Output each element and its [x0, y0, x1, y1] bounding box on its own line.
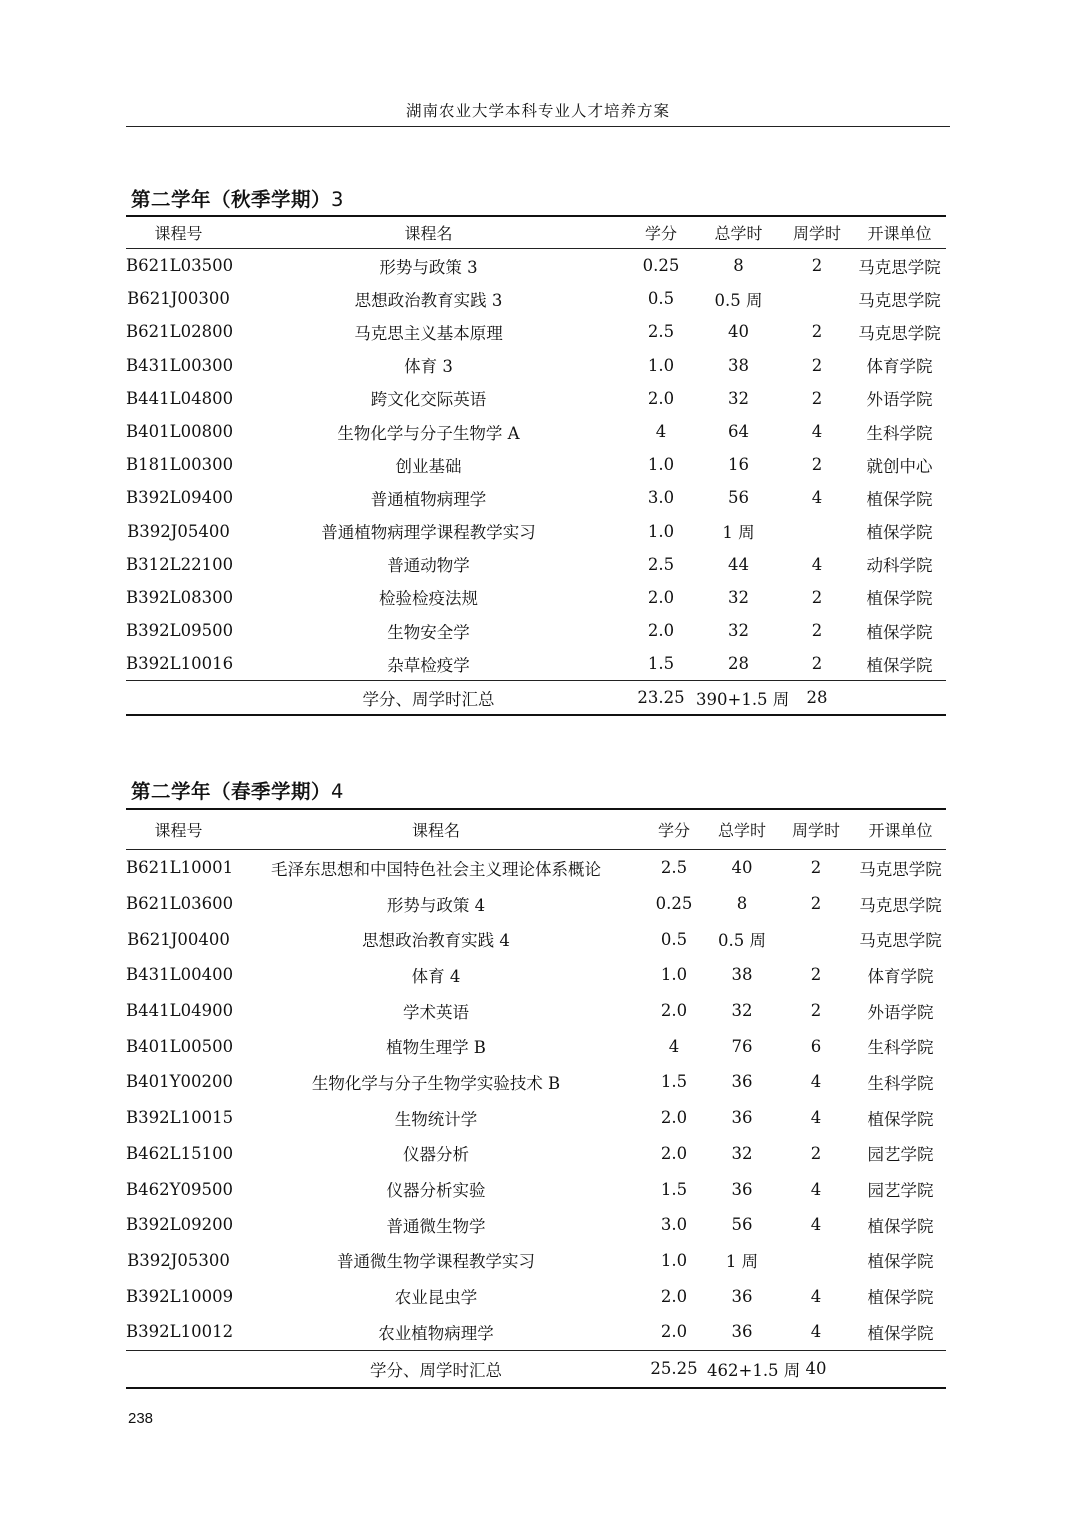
weekly-hours-cell: 4: [810, 1072, 822, 1092]
total-hours-cell: 0.5 周: [718, 931, 766, 951]
col-header-code: 课程号: [126, 809, 231, 850]
weekly-hours-cell: 2: [810, 858, 822, 878]
credits-cell: 2.0: [647, 587, 675, 607]
table-row: [126, 921, 946, 957]
course-code-cell: B431L00300: [126, 355, 234, 375]
total-hours-cell: 56: [728, 488, 749, 508]
course-table-autumn: [126, 215, 946, 716]
summary-empty: [853, 681, 946, 716]
department-cell: 体育学院: [867, 966, 934, 986]
credits-cell: 2.0: [660, 1001, 688, 1021]
total-hours-cell: 16: [728, 455, 749, 475]
course-code-cell: B392L10012: [126, 1322, 234, 1342]
table-row: [126, 315, 946, 348]
course-code-cell: B462Y09500: [126, 1179, 234, 1199]
credits-cell: 1.0: [660, 965, 688, 985]
course-name-cell: 生物统计学: [394, 1109, 478, 1129]
weekly-hours-cell: 4: [810, 1322, 822, 1342]
col-header-credits: 学分: [626, 216, 696, 249]
total-hours-cell: 64: [728, 422, 749, 442]
weekly-hours-cell: 2: [811, 621, 823, 641]
weekly-hours-cell: 2: [810, 894, 822, 914]
weekly-hours-cell: 2: [811, 455, 823, 475]
course-code-cell: B401Y00200: [126, 1072, 234, 1092]
credits-cell: 0.25: [655, 894, 693, 914]
department-cell: 生科学院: [867, 1038, 934, 1058]
credits-cell: 2.0: [647, 388, 675, 408]
course-name-cell: 体育 4: [411, 966, 461, 986]
total-hours-cell: 36: [731, 1322, 753, 1342]
department-cell: 植保学院: [867, 1288, 934, 1308]
department-cell: 植保学院: [867, 1252, 934, 1272]
weekly-hours-cell: 6: [810, 1036, 822, 1056]
course-name-cell: 毛泽东思想和中国特色社会主义理论体系概论: [271, 859, 601, 879]
department-cell: 植保学院: [867, 1216, 934, 1236]
table-header-row: [126, 216, 946, 249]
table-row: [126, 249, 946, 283]
course-name-cell: 农业昆虫学: [394, 1288, 478, 1308]
weekly-hours-cell: [777, 921, 855, 957]
course-name-cell: 仪器分析: [403, 1145, 469, 1165]
course-name-cell: 生物化学与分子生物学 A: [337, 423, 520, 443]
table-row: [126, 481, 946, 514]
total-hours-cell: 38: [731, 965, 753, 985]
total-hours-cell: 8: [736, 894, 748, 914]
weekly-hours-cell: 4: [810, 1215, 822, 1235]
course-name-cell: 普通动物学: [387, 556, 470, 576]
col-header-name: 课程名: [231, 216, 626, 249]
table-row: [126, 581, 946, 614]
course-code-cell: B431L00400: [126, 965, 234, 985]
course-code-cell: B621J00300: [127, 289, 230, 309]
total-hours-cell: 38: [728, 355, 749, 375]
col-header-credits: 学分: [641, 809, 707, 850]
credits-cell: 3.0: [647, 488, 675, 508]
course-name-cell: 普通植物病理学课程教学实习: [321, 523, 536, 543]
course-code-cell: B462L15100: [126, 1143, 234, 1163]
credits-cell: 2.5: [647, 554, 675, 574]
weekly-hours-cell: 2: [810, 1001, 822, 1021]
section-title-spring: [131, 776, 344, 804]
department-cell: 植保学院: [866, 622, 933, 642]
table-row: [126, 1171, 946, 1207]
col-header-weekly-hours: 周学时: [777, 809, 855, 850]
total-hours-cell: 0.5 周: [714, 290, 763, 310]
course-code-cell: B392L09200: [126, 1215, 234, 1235]
department-cell: 马克思学院: [859, 859, 942, 879]
col-header-name: 课程名: [231, 809, 641, 850]
course-code-cell: B181L00300: [126, 455, 234, 475]
total-hours-cell: 36: [731, 1108, 753, 1128]
course-code-cell: B401L00800: [126, 422, 234, 442]
course-name-cell: 跨文化交际英语: [370, 390, 487, 410]
section-title-text: 第二学年（春季学期）: [131, 780, 332, 803]
credits-cell: 1.0: [647, 455, 675, 475]
credits-cell: 0.5: [647, 289, 675, 309]
course-code-cell: B401L00500: [126, 1036, 234, 1056]
table-row: [126, 1278, 946, 1314]
credits-cell: 3.0: [660, 1215, 688, 1235]
credits-cell: 0.25: [642, 256, 680, 276]
total-hours-cell: 44: [728, 554, 749, 574]
course-name-cell: 马克思主义基本原理: [354, 323, 503, 343]
course-code-cell: B621L03500: [126, 256, 234, 276]
table-row: [126, 993, 946, 1029]
weekly-hours-cell: 4: [811, 488, 823, 508]
table-row: [126, 515, 946, 548]
section-number: 3: [331, 188, 344, 211]
department-cell: 植保学院: [866, 655, 933, 675]
table-row: [126, 1028, 946, 1064]
course-code-cell: B392L08300: [126, 587, 234, 607]
course-name-cell: 思想政治教育实践 3: [354, 290, 503, 310]
department-cell: 生科学院: [866, 423, 933, 443]
table-row: [126, 282, 946, 315]
total-hours-cell: 76: [731, 1036, 753, 1056]
course-name-cell: 普通微生物学课程教学实习: [337, 1252, 535, 1272]
table-row: [126, 548, 946, 581]
summary-credits: 25.25: [641, 1350, 707, 1388]
table-row: [126, 957, 946, 993]
course-code-cell: B392J05300: [127, 1250, 230, 1270]
weekly-hours-cell: 4: [811, 422, 823, 442]
col-header-total-hours: 总学时: [696, 216, 781, 249]
credits-cell: 0.5: [660, 929, 688, 949]
department-cell: 外语学院: [866, 390, 933, 410]
section-number: 4: [331, 780, 344, 803]
course-code-cell: B621L10001: [126, 858, 234, 878]
table-row: [126, 614, 946, 647]
total-hours-cell: 32: [731, 1143, 753, 1163]
credits-cell: 1.0: [647, 521, 675, 541]
col-header-department: 开课单位: [855, 809, 946, 850]
weekly-hours-cell: 4: [810, 1179, 822, 1199]
table-row: [126, 1064, 946, 1100]
weekly-hours-cell: [781, 515, 853, 548]
total-hours-cell: 1 周: [722, 523, 755, 543]
course-code-cell: B392L10016: [126, 654, 234, 674]
table-row: [126, 647, 946, 681]
department-cell: 生科学院: [867, 1073, 934, 1093]
credits-cell: 1.5: [660, 1072, 688, 1092]
credits-cell: 2.0: [660, 1143, 688, 1163]
credits-cell: 2.0: [647, 621, 675, 641]
credits-cell: 2.5: [660, 858, 688, 878]
table-row: [126, 886, 946, 922]
department-cell: 植保学院: [866, 589, 933, 609]
total-hours-cell: 36: [731, 1072, 753, 1092]
course-name-cell: 体育 3: [404, 357, 453, 377]
credits-cell: 1.0: [660, 1250, 688, 1270]
department-cell: 植保学院: [866, 489, 933, 509]
total-hours-cell: 28: [728, 654, 749, 674]
total-hours-cell: 40: [731, 858, 753, 878]
course-code-cell: B392L09400: [126, 488, 234, 508]
col-header-weekly-hours: 周学时: [781, 216, 853, 249]
col-header-department: 开课单位: [853, 216, 946, 249]
table-row: [126, 415, 946, 448]
course-name-cell: 形势与政策 3: [379, 257, 478, 277]
summary-weekly-hours: 40: [777, 1350, 855, 1388]
course-code-cell: B392L09500: [126, 621, 234, 641]
total-hours-cell: 32: [728, 388, 749, 408]
summary-credits: 23.25: [626, 681, 696, 716]
credits-cell: 1.0: [647, 355, 675, 375]
credits-cell: 1.5: [660, 1179, 688, 1199]
table-header-row: [126, 809, 946, 850]
table-row: [126, 1207, 946, 1243]
summary-label: 学分、周学时汇总: [231, 681, 626, 716]
course-code-cell: B312L22100: [126, 554, 234, 574]
course-code-cell: B392L10015: [126, 1108, 234, 1128]
weekly-hours-cell: [777, 1243, 855, 1279]
total-hours-cell: 40: [728, 322, 749, 342]
summary-row: [126, 1350, 946, 1388]
credits-cell: 2.5: [647, 322, 675, 342]
weekly-hours-cell: 2: [811, 322, 823, 342]
credits-cell: 2.0: [660, 1322, 688, 1342]
table-row: [126, 1136, 946, 1172]
department-cell: 植保学院: [866, 523, 933, 543]
weekly-hours-cell: 2: [811, 388, 823, 408]
credits-cell: 1.5: [647, 654, 675, 674]
total-hours-cell: 36: [731, 1286, 753, 1306]
course-name-cell: 普通植物病理学: [370, 489, 487, 509]
course-name-cell: 检验检疫法规: [379, 589, 478, 609]
department-cell: 马克思学院: [859, 931, 942, 951]
weekly-hours-cell: 4: [810, 1286, 822, 1306]
summary-empty: [126, 681, 231, 716]
department-cell: 马克思学院: [858, 257, 941, 277]
credits-cell: 4: [668, 1036, 680, 1056]
department-cell: 园艺学院: [867, 1181, 934, 1201]
course-name-cell: 创业基础: [395, 456, 462, 476]
department-cell: 外语学院: [867, 1002, 934, 1022]
weekly-hours-cell: 4: [810, 1108, 822, 1128]
department-cell: 马克思学院: [859, 895, 942, 915]
credits-cell: 2.0: [660, 1108, 688, 1128]
weekly-hours-cell: 4: [811, 554, 823, 574]
department-cell: 动科学院: [866, 556, 933, 576]
total-hours-cell: 32: [728, 587, 749, 607]
department-cell: 植保学院: [867, 1109, 934, 1129]
course-code-cell: B441L04900: [126, 1001, 234, 1021]
department-cell: 体育学院: [866, 357, 933, 377]
col-header-code: 课程号: [126, 216, 231, 249]
course-code-cell: B621L02800: [126, 322, 234, 342]
department-cell: 就创中心: [866, 456, 933, 476]
weekly-hours-cell: 2: [811, 355, 823, 375]
course-name-cell: 仪器分析实验: [386, 1181, 486, 1201]
department-cell: 马克思学院: [858, 323, 941, 343]
summary-label: 学分、周学时汇总: [231, 1350, 641, 1388]
weekly-hours-cell: 2: [811, 587, 823, 607]
course-name-cell: 生物化学与分子生物学实验技术 B: [311, 1073, 561, 1093]
table-row: [126, 448, 946, 481]
table-row: [126, 1314, 946, 1350]
course-table-spring: [126, 808, 946, 1389]
total-hours-cell: 36: [731, 1179, 753, 1199]
page-header: 湖南农业大学本科专业人才培养方案: [126, 96, 950, 127]
course-name-cell: 思想政治教育实践 4: [362, 931, 510, 951]
course-name-cell: 形势与政策 4: [386, 895, 486, 915]
page-number: 238: [128, 1410, 154, 1427]
credits-cell: 4: [655, 422, 667, 442]
course-code-cell: B392L10009: [126, 1286, 234, 1306]
department-cell: 园艺学院: [867, 1145, 934, 1165]
summary-row: [126, 681, 946, 716]
course-code-cell: B621L03600: [126, 894, 234, 914]
course-name-cell: 学术英语: [403, 1002, 469, 1022]
table-row: [126, 1243, 946, 1279]
total-hours-cell: 1 周: [725, 1252, 759, 1272]
table-row: [126, 349, 946, 382]
course-name-cell: 杂草检疫学: [387, 655, 470, 675]
table-row: [126, 1100, 946, 1136]
section-title-autumn: [131, 184, 344, 212]
summary-total-hours: 390+1.5 周: [696, 681, 781, 716]
section-title-text: 第二学年（秋季学期）: [131, 188, 332, 211]
course-code-cell: B621J00400: [127, 929, 230, 949]
weekly-hours-cell: 2: [810, 1143, 822, 1163]
course-name-cell: 普通微生物学: [386, 1216, 486, 1236]
department-cell: 植保学院: [867, 1323, 934, 1343]
summary-total-hours: 462+1.5 周: [707, 1350, 777, 1388]
table-row: [126, 382, 946, 415]
course-code-cell: B392J05400: [127, 521, 230, 541]
weekly-hours-cell: 2: [810, 965, 822, 985]
total-hours-cell: 56: [731, 1215, 753, 1235]
total-hours-cell: 32: [731, 1001, 753, 1021]
course-code-cell: B441L04800: [126, 388, 234, 408]
col-header-total-hours: 总学时: [707, 809, 777, 850]
weekly-hours-cell: 2: [811, 256, 823, 276]
summary-empty: [855, 1350, 946, 1388]
department-cell: 马克思学院: [858, 290, 941, 310]
summary-weekly-hours: 28: [781, 681, 853, 716]
table-row: [126, 850, 946, 886]
total-hours-cell: 32: [728, 621, 749, 641]
course-name-cell: 植物生理学 B: [386, 1038, 486, 1058]
weekly-hours-cell: 2: [811, 654, 823, 674]
course-name-cell: 生物安全学: [387, 622, 470, 642]
total-hours-cell: 8: [733, 256, 744, 276]
summary-empty: [126, 1350, 231, 1388]
course-name-cell: 农业植物病理学: [378, 1323, 494, 1343]
credits-cell: 2.0: [660, 1286, 688, 1306]
weekly-hours-cell: [781, 282, 853, 315]
